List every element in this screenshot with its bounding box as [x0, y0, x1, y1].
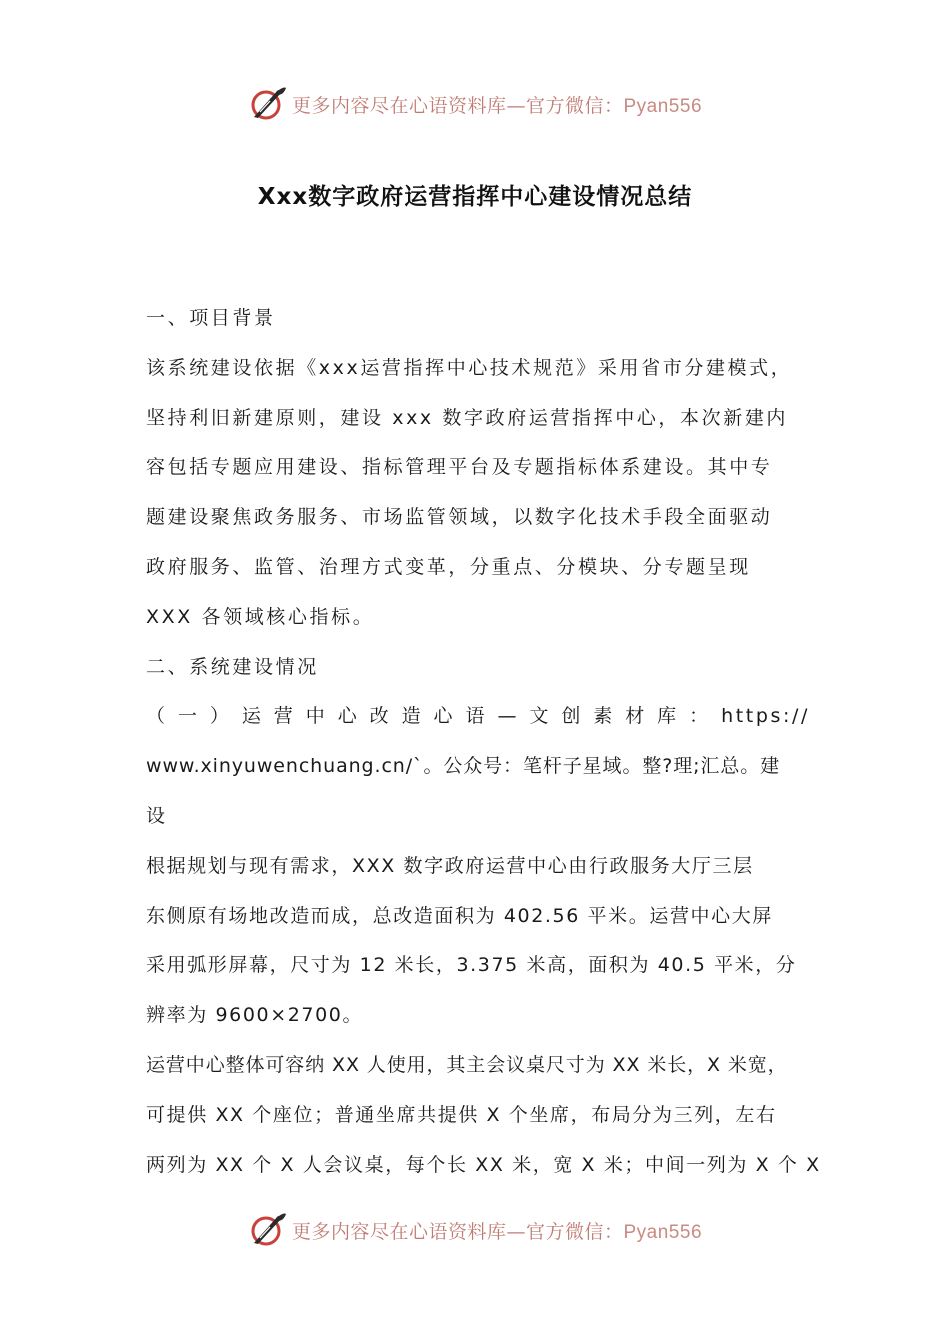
paragraph-line-url: www.xinyuwenchuang.cn/`。公众号：笔杆子星域。整?理;汇总。建 — [146, 755, 781, 778]
paragraph-line: 该系统建设依据《xxx运营指挥中心技术规范》采用省市分建模式， — [146, 356, 793, 379]
quill-logo-icon — [248, 1210, 288, 1250]
watermark-text: 更多内容尽在心语资料库—官方微信：Pyan556 — [291, 1220, 703, 1243]
paragraph-line: 可提供 XX 个座位；普通坐席共提供 X 个坐席，布局分为三列，左右 — [146, 1103, 777, 1126]
watermark-text: 更多内容尽在心语资料库—官方微信：Pyan556 — [291, 94, 703, 117]
paragraph-line: 根据规划与现有需求，XXX 数字政府运营中心由行政服务大厅三层 — [146, 854, 754, 877]
paragraph-line: 题建设聚焦政务服务、市场监管领域，以数字化技术手段全面驱动 — [146, 506, 773, 529]
watermark-handle: Pyan556 — [623, 95, 703, 117]
section-heading-background: 一、项目背景 — [146, 307, 276, 329]
paragraph-line: 运营中心整体可容纳 XX 人使用，其主会议桌尺寸为 XX 米长，X 米宽， — [146, 1053, 788, 1076]
paragraph-line: 辨率为 9600×2700。 — [146, 1004, 364, 1027]
footer-watermark — [0, 1208, 950, 1252]
paragraph-line: 采用弧形屏幕，尺寸为 12 米长，3.375 米高，面积为 40.5 平米，分 — [146, 954, 797, 977]
paragraph-line: 两列为 XX 个 X 人会议桌，每个长 XX 米，宽 X 米；中间一列为 X 个 X — [146, 1153, 821, 1176]
watermark-handle: Pyan556 — [623, 1221, 703, 1243]
paragraph-line: 容包括专题应用建设、指标管理平台及专题指标体系建设。其中专 — [146, 456, 773, 479]
section-heading-construction: 二、系统建设情况 — [146, 655, 319, 678]
quill-logo-icon — [248, 84, 288, 124]
header-watermark — [0, 82, 950, 126]
document-body — [146, 294, 821, 1190]
paragraph-line: 东侧原有场地改造而成，总改造面积为 402.56 平米。运营中心大屏 — [146, 904, 773, 927]
paragraph-line: 设 — [146, 804, 168, 827]
paragraph-line: XXX 各领域核心指标。 — [146, 605, 375, 628]
subsection-heading: （一）运营中心改造心语—文创素材库：https:// — [146, 705, 810, 728]
paragraph-line: 政府服务、监管、治理方式变革，分重点、分模块、分专题呈现 — [146, 555, 751, 578]
paragraph-line: 坚持利旧新建原则，建设 xxx 数字政府运营指挥中心，本次新建内 — [146, 406, 789, 429]
document-title: Xxx数字政府运营指挥中心建设情况总结 — [257, 184, 693, 210]
